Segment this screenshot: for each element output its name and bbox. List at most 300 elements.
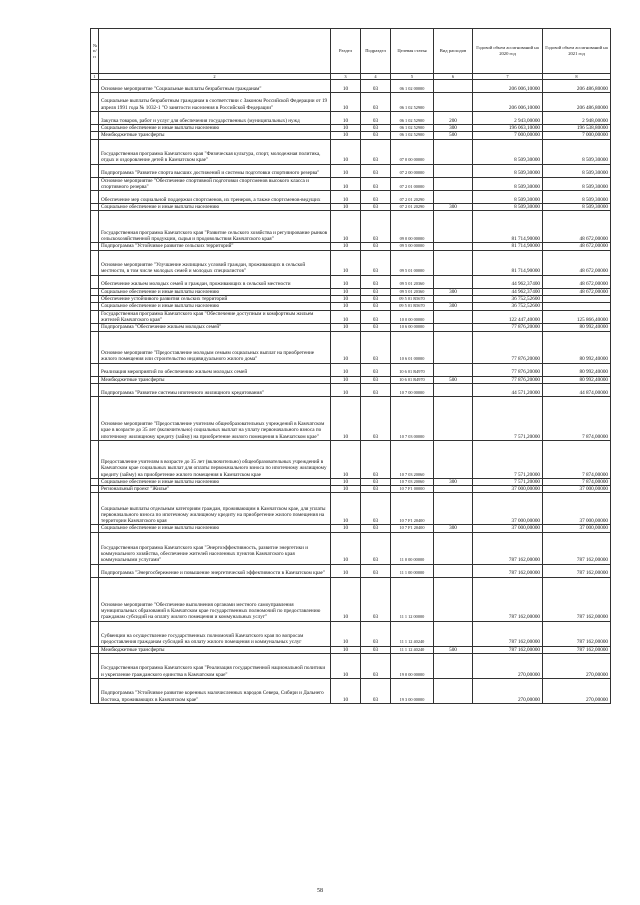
row-subsection-cell: 03 xyxy=(361,383,391,396)
row-type-cell xyxy=(434,440,473,478)
row-section-cell: 10 xyxy=(331,177,361,191)
row-number-cell xyxy=(91,564,99,577)
row-section-cell: 10 xyxy=(331,243,361,250)
row-name-cell: Субвенции на осуществление государственных полномочий Камчатского края по вопросам предоставления гражданам субсидий на оплату жилого помещения и коммунальных услуг xyxy=(99,621,331,646)
row-type-cell xyxy=(434,383,473,396)
row-subsection-cell: 03 xyxy=(361,80,391,93)
row-subsection-cell: 03 xyxy=(361,679,391,704)
row-name-cell: Подпрограмма "Устойчивое развитие сельских территорий" xyxy=(99,243,331,250)
row-number-cell xyxy=(91,532,99,564)
row-article-cell: 19 0 00 00000 xyxy=(391,654,434,679)
table-row xyxy=(91,383,611,396)
row-number-cell xyxy=(91,204,99,211)
row-name-cell: Социальное обеспечение и иные выплаты населению xyxy=(99,204,331,211)
row-article-cell: 10 6 01 00000 xyxy=(391,331,434,363)
table-row xyxy=(91,204,611,211)
row-subsection-cell: 03 xyxy=(361,478,391,485)
budget-table-page xyxy=(90,28,610,704)
table-row xyxy=(91,177,611,191)
row-name-cell: Социальное обеспечение и иные выплаты населению xyxy=(99,478,331,485)
row-subsection-cell: 03 xyxy=(361,303,391,310)
table-row xyxy=(91,125,611,132)
row-2020-cell: 8 509,30000 xyxy=(473,204,543,211)
row-2020-cell: 7 571,20000 xyxy=(473,396,543,440)
row-2020-cell: 44 962,37400 xyxy=(473,275,543,288)
row-section-cell: 10 xyxy=(331,564,361,577)
row-name-cell: Обеспечение мер социальной поддержки спортсменов, их тренеров, а также спортсменов-ведущих xyxy=(99,191,331,204)
row-type-cell xyxy=(434,275,473,288)
row-section-cell: 10 xyxy=(331,191,361,204)
row-2021-cell: 206 486,80000 xyxy=(543,80,611,93)
row-section-cell: 10 xyxy=(331,132,361,139)
row-name-cell: Социальное обеспечение и иные выплаты населению xyxy=(99,303,331,310)
row-number-cell xyxy=(91,440,99,478)
row-subsection-cell: 03 xyxy=(361,132,391,139)
row-number-cell xyxy=(91,324,99,331)
row-subsection-cell: 03 xyxy=(361,296,391,303)
row-name-cell: Подпрограмма "Обеспечение жильем молодых семей" xyxy=(99,324,331,331)
table-row xyxy=(91,440,611,478)
row-type-cell xyxy=(434,493,473,525)
row-subsection-cell: 03 xyxy=(361,646,391,653)
row-number-cell xyxy=(91,125,99,132)
table-row xyxy=(91,324,611,331)
row-2020-cell: 37 000,00000 xyxy=(473,486,543,493)
row-section-cell: 10 xyxy=(331,493,361,525)
row-section-cell: 10 xyxy=(331,112,361,125)
row-type-cell: 300 xyxy=(434,303,473,310)
row-name-cell: Региональный проект "Жилье" xyxy=(99,486,331,493)
row-article-cell: 11 1 12 40240 xyxy=(391,621,434,646)
row-section-cell: 10 xyxy=(331,486,361,493)
row-2020-cell: 36 752,52600 xyxy=(473,296,543,303)
row-section-cell: 10 xyxy=(331,363,361,376)
column-index: 8 xyxy=(543,74,611,80)
row-name-cell: Основное мероприятие "Предоставление учителям общеобразовательных учреждений в Камчатском крае в возрасте до 35 лет (включительно) социальных выплат на уплату первоначального взноса по ипотечному жилищному кредиту (займу) на приобретение жилого помещения в Камчатском крае" xyxy=(99,396,331,440)
table-row xyxy=(91,376,611,383)
row-2020-cell: 77 876,20000 xyxy=(473,376,543,383)
row-article-cell: 10 0 00 00000 xyxy=(391,310,434,324)
table-row xyxy=(91,139,611,164)
row-section-cell: 10 xyxy=(331,80,361,93)
row-article-cell: 10 7 F1 00000 xyxy=(391,486,434,493)
table-row xyxy=(91,303,611,310)
row-2020-cell: 787 162,00000 xyxy=(473,646,543,653)
row-article-cell: 11 0 00 00000 xyxy=(391,532,434,564)
row-number-cell xyxy=(91,93,99,112)
row-name-cell: Межбюджетные трансферты xyxy=(99,132,331,139)
row-subsection-cell: 03 xyxy=(361,440,391,478)
row-number-cell xyxy=(91,478,99,485)
row-section-cell: 10 xyxy=(331,396,361,440)
row-2020-cell: 44 962,37400 xyxy=(473,288,543,295)
col-name-header xyxy=(99,29,331,74)
table-row xyxy=(91,525,611,532)
row-subsection-cell: 03 xyxy=(361,621,391,646)
row-name-cell: Предоставление учителям в возрасте до 35 лет (включительно) общеобразовательных учреждений в Камчатском крае социальных выплат для оплаты первоначального взноса по ипотечному жилищному кредиту (займу) на приобретение жилого помещения в Камчатском крае xyxy=(99,440,331,478)
col-2021-header: Годовой объем ассигнований на 2021 год xyxy=(543,29,611,74)
row-section-cell: 10 xyxy=(331,621,361,646)
budget-table xyxy=(90,28,611,704)
row-type-cell xyxy=(434,211,473,243)
row-2020-cell: 206 006,10000 xyxy=(473,80,543,93)
table-row xyxy=(91,250,611,275)
row-section-cell: 10 xyxy=(331,646,361,653)
row-section-cell: 10 xyxy=(331,303,361,310)
row-section-cell: 10 xyxy=(331,211,361,243)
row-type-cell xyxy=(434,396,473,440)
row-number-cell xyxy=(91,303,99,310)
col-article-header: Целевая статья xyxy=(391,29,434,74)
row-2020-cell: 8 509,30000 xyxy=(473,139,543,164)
row-subsection-cell: 03 xyxy=(361,250,391,275)
row-type-cell xyxy=(434,80,473,93)
row-name-cell: Государственная программа Камчатского края "Реализация государственной национальной политики и укрепление гражданского единства в Камчатском крае" xyxy=(99,654,331,679)
row-name-cell: Социальное обеспечение и иные выплаты населению xyxy=(99,125,331,132)
row-2021-cell: 7 874,00000 xyxy=(543,440,611,478)
row-2021-cell: 787 162,00000 xyxy=(543,564,611,577)
row-section-cell: 10 xyxy=(331,376,361,383)
row-name-cell: Социальное обеспечение и иные выплаты населению xyxy=(99,525,331,532)
table-row xyxy=(91,275,611,288)
row-article-cell: 10 7 03 20060 xyxy=(391,440,434,478)
row-2021-cell: 270,00000 xyxy=(543,654,611,679)
table-row xyxy=(91,621,611,646)
row-type-cell xyxy=(434,564,473,577)
row-type-cell xyxy=(434,621,473,646)
table-header-row xyxy=(91,29,611,74)
row-number-cell xyxy=(91,191,99,204)
row-2021-cell: 206 486,80000 xyxy=(543,93,611,112)
row-2021-cell: 787 162,00000 xyxy=(543,532,611,564)
row-name-cell: Основное мероприятие "Обеспечение выполнения органами местного самоуправления муниципальных образований в Камчатском крае государственных полномочий по предоставлению гражданам субсидий на оплату жилого помещения и коммунальных услуг" xyxy=(99,577,331,621)
row-2020-cell: 8 509,30000 xyxy=(473,164,543,177)
row-name-cell: Основное мероприятие "Предоставление молодым семьям социальных выплат на приобретение жилого помещения или строительство индивидуального жилого дома" xyxy=(99,331,331,363)
row-type-cell xyxy=(434,296,473,303)
table-row xyxy=(91,132,611,139)
row-type-cell xyxy=(434,324,473,331)
row-article-cell: 10 7 03 00000 xyxy=(391,396,434,440)
row-number-cell xyxy=(91,621,99,646)
row-subsection-cell: 03 xyxy=(361,112,391,125)
table-row xyxy=(91,310,611,324)
row-number-cell xyxy=(91,177,99,191)
row-number-cell xyxy=(91,383,99,396)
row-article-cell: 07 2 01 20290 xyxy=(391,191,434,204)
row-article-cell: 06 1 02 00000 xyxy=(391,80,434,93)
row-name-cell: Реализация мероприятий по обеспечению жильем молодых семей xyxy=(99,363,331,376)
row-subsection-cell: 03 xyxy=(361,564,391,577)
table-row xyxy=(91,646,611,653)
row-2021-cell: 37 000,00000 xyxy=(543,486,611,493)
row-2021-cell: 8 509,30000 xyxy=(543,177,611,191)
row-type-cell xyxy=(434,177,473,191)
row-type-cell xyxy=(434,654,473,679)
col-section-header: Раздел xyxy=(331,29,361,74)
row-name-cell: Основное мероприятие "Улучшение жилищных условий граждан, проживающих в сельской местности, в том числе молодых семей и молодых специалистов" xyxy=(99,250,331,275)
row-2020-cell: 36 752,52600 xyxy=(473,303,543,310)
row-2021-cell: 48 672,00000 xyxy=(543,243,611,250)
row-section-cell: 10 xyxy=(331,532,361,564)
row-2021-cell: 7 874,00000 xyxy=(543,396,611,440)
row-section-cell: 10 xyxy=(331,250,361,275)
table-row xyxy=(91,164,611,177)
row-article-cell: 10 7 F1 20400 xyxy=(391,493,434,525)
row-type-cell: 300 xyxy=(434,288,473,295)
row-2021-cell: 48 672,00000 xyxy=(543,288,611,295)
row-article-cell: 09 5 00 00000 xyxy=(391,243,434,250)
table-row xyxy=(91,564,611,577)
row-number-cell xyxy=(91,243,99,250)
row-type-cell xyxy=(434,93,473,112)
column-index: 2 xyxy=(99,74,331,80)
row-article-cell: 09 5 01 20360 xyxy=(391,288,434,295)
table-row xyxy=(91,486,611,493)
column-index: 5 xyxy=(391,74,434,80)
row-type-cell xyxy=(434,310,473,324)
row-2020-cell: 7 571,20000 xyxy=(473,478,543,485)
row-name-cell: Государственная программа Камчатского края "Обеспечение доступным и комфортным жильем жителей Камчатского края" xyxy=(99,310,331,324)
table-row xyxy=(91,191,611,204)
row-section-cell: 10 xyxy=(331,654,361,679)
row-subsection-cell: 03 xyxy=(361,125,391,132)
row-2021-cell: 7 000,00000 xyxy=(543,132,611,139)
row-number-cell xyxy=(91,679,99,704)
row-section-cell: 10 xyxy=(331,679,361,704)
row-type-cell xyxy=(434,191,473,204)
row-2020-cell: 81 714,90000 xyxy=(473,250,543,275)
col-type-header: Вид расходов xyxy=(434,29,473,74)
row-2021-cell: 7 874,00000 xyxy=(543,478,611,485)
table-row xyxy=(91,493,611,525)
row-name-cell: Закупка товаров, работ и услуг для обеспечения государственных (муниципальных) нужд xyxy=(99,112,331,125)
row-subsection-cell: 03 xyxy=(361,493,391,525)
row-type-cell xyxy=(434,243,473,250)
row-number-cell xyxy=(91,80,99,93)
row-article-cell: 10 7 03 20060 xyxy=(391,478,434,485)
row-2021-cell: 80 992,40000 xyxy=(543,363,611,376)
row-subsection-cell: 03 xyxy=(361,331,391,363)
row-article-cell: 06 1 02 52900 xyxy=(391,93,434,112)
row-2020-cell: 8 509,30000 xyxy=(473,177,543,191)
column-index: 1 xyxy=(91,74,99,80)
row-article-cell: 07 2 01 00000 xyxy=(391,177,434,191)
row-name-cell: Обеспечение жильем молодых семей и граждан, проживающих в сельской местности xyxy=(99,275,331,288)
row-2020-cell: 787 162,00000 xyxy=(473,564,543,577)
row-2020-cell: 196 063,10000 xyxy=(473,125,543,132)
row-2020-cell: 77 876,20000 xyxy=(473,324,543,331)
row-article-cell: 06 1 02 52900 xyxy=(391,125,434,132)
row-2020-cell: 77 876,20000 xyxy=(473,331,543,363)
row-2021-cell: 48 672,00000 xyxy=(543,250,611,275)
row-section-cell: 10 xyxy=(331,93,361,112)
row-type-cell: 300 xyxy=(434,478,473,485)
col-subsection-header: Подраздел xyxy=(361,29,391,74)
row-section-cell: 10 xyxy=(331,440,361,478)
row-2020-cell: 270,00000 xyxy=(473,654,543,679)
row-2021-cell: 196 538,80000 xyxy=(543,125,611,132)
table-row xyxy=(91,80,611,93)
row-article-cell: 10 6 01 R4970 xyxy=(391,363,434,376)
row-2021-cell: 48 672,00000 xyxy=(543,275,611,288)
row-2021-cell: 270,00000 xyxy=(543,679,611,704)
row-subsection-cell: 03 xyxy=(361,139,391,164)
row-section-cell: 10 xyxy=(331,164,361,177)
row-number-cell xyxy=(91,493,99,525)
row-article-cell: 07 2 00 00000 xyxy=(391,164,434,177)
row-name-cell: Социальные выплаты отдельным категориям граждан, проживающим в Камчатском крае, для уплаты первоначального взноса по ипотечному жилищному кредиту на приобретение жилого помещения на территории Камчатского края xyxy=(99,493,331,525)
row-2020-cell: 787 162,00000 xyxy=(473,577,543,621)
row-section-cell: 10 xyxy=(331,296,361,303)
row-2021-cell: 37 000,00000 xyxy=(543,525,611,532)
row-number-cell xyxy=(91,288,99,295)
row-2021-cell: 2 948,00000 xyxy=(543,112,611,125)
row-section-cell: 10 xyxy=(331,139,361,164)
table-row xyxy=(91,577,611,621)
row-type-cell: 300 xyxy=(434,125,473,132)
row-2021-cell: 44 874,00000 xyxy=(543,383,611,396)
row-number-cell xyxy=(91,211,99,243)
row-subsection-cell: 03 xyxy=(361,164,391,177)
row-2020-cell: 122 447,40000 xyxy=(473,310,543,324)
row-article-cell: 10 6 00 00000 xyxy=(391,324,434,331)
row-name-cell: Государственная программа Камчатского края "Развитие сельского хозяйства и регулирование рынков сельскохозяйственной продукции, сырья и продовольствия Камчатского края" xyxy=(99,211,331,243)
row-subsection-cell: 03 xyxy=(361,376,391,383)
row-section-cell: 10 xyxy=(331,383,361,396)
row-subsection-cell: 03 xyxy=(361,310,391,324)
row-subsection-cell: 03 xyxy=(361,532,391,564)
row-name-cell: Социальное обеспечение и иные выплаты населению xyxy=(99,288,331,295)
row-number-cell xyxy=(91,132,99,139)
row-name-cell: Подпрограмма "Устойчивое развитие коренных малочисленных народов Севера, Сибири и Дальнего Востока, проживающих в Камчатском крае" xyxy=(99,679,331,704)
row-article-cell: 10 6 01 R4970 xyxy=(391,376,434,383)
row-subsection-cell: 03 xyxy=(361,396,391,440)
row-article-cell: 11 1 00 00000 xyxy=(391,564,434,577)
row-article-cell: 11 1 12 00000 xyxy=(391,577,434,621)
row-section-cell: 10 xyxy=(331,204,361,211)
row-2020-cell: 787 162,00000 xyxy=(473,621,543,646)
row-subsection-cell: 03 xyxy=(361,211,391,243)
row-2020-cell: 787 162,00000 xyxy=(473,532,543,564)
row-number-cell xyxy=(91,486,99,493)
row-number-cell xyxy=(91,577,99,621)
row-section-cell: 10 xyxy=(331,125,361,132)
row-type-cell xyxy=(434,331,473,363)
row-type-cell: 500 xyxy=(434,646,473,653)
row-2020-cell: 8 509,30000 xyxy=(473,191,543,204)
row-type-cell: 200 xyxy=(434,112,473,125)
table-row xyxy=(91,363,611,376)
row-2021-cell: 8 509,30000 xyxy=(543,191,611,204)
row-2021-cell: 787 162,00000 xyxy=(543,621,611,646)
row-article-cell: 19 3 00 00000 xyxy=(391,679,434,704)
row-name-cell: Подпрограмма "Развитие системы ипотечного жилищного кредитования" xyxy=(99,383,331,396)
row-2020-cell: 206 006,10000 xyxy=(473,93,543,112)
row-name-cell: Государственная программа Камчатского края "Физическая культура, спорт, молодежная политика, отдых и оздоровление детей в Камчатском крае" xyxy=(99,139,331,164)
table-row xyxy=(91,243,611,250)
row-section-cell: 10 xyxy=(331,525,361,532)
row-type-cell xyxy=(434,164,473,177)
table-row xyxy=(91,654,611,679)
row-2020-cell: 44 571,20000 xyxy=(473,383,543,396)
row-name-cell: Социальные выплаты безработным гражданам в соответствии с Законом Российской Федерации от 19 апреля 1991 года № 1032-1 "О занятости населения в Российской Федерации" xyxy=(99,93,331,112)
row-section-cell: 10 xyxy=(331,310,361,324)
row-type-cell: 500 xyxy=(434,376,473,383)
row-article-cell: 09 5 01 20360 xyxy=(391,275,434,288)
table-body xyxy=(91,80,611,704)
row-article-cell: 09 5 01 R5670 xyxy=(391,296,434,303)
table-row xyxy=(91,331,611,363)
row-section-cell: 10 xyxy=(331,577,361,621)
row-2020-cell: 7 000,00000 xyxy=(473,132,543,139)
row-2021-cell: 37 000,00000 xyxy=(543,493,611,525)
row-number-cell xyxy=(91,164,99,177)
row-2021-cell: 8 509,30000 xyxy=(543,139,611,164)
table-row xyxy=(91,211,611,243)
row-number-cell xyxy=(91,396,99,440)
row-2020-cell: 81 714,90000 xyxy=(473,243,543,250)
row-subsection-cell: 03 xyxy=(361,486,391,493)
row-number-cell xyxy=(91,525,99,532)
row-name-cell: Межбюджетные трансферты xyxy=(99,376,331,383)
row-number-cell xyxy=(91,376,99,383)
row-name-cell: Обеспечение устойчивого развития сельских территорий xyxy=(99,296,331,303)
row-section-cell: 10 xyxy=(331,331,361,363)
row-2020-cell: 37 000,00000 xyxy=(473,525,543,532)
row-name-cell: Основное мероприятие "Обеспечение спортивной подготовки спортсменов высокого класса и спортивного резерва" xyxy=(99,177,331,191)
table-row xyxy=(91,478,611,485)
row-2021-cell: 8 509,30000 xyxy=(543,204,611,211)
row-2021-cell: 80 992,40000 xyxy=(543,331,611,363)
row-type-cell: 300 xyxy=(434,204,473,211)
row-2020-cell: 37 000,00000 xyxy=(473,493,543,525)
row-number-cell xyxy=(91,646,99,653)
column-index: 7 xyxy=(473,74,543,80)
row-article-cell: 09 0 00 00000 xyxy=(391,211,434,243)
row-subsection-cell: 03 xyxy=(361,204,391,211)
row-section-cell: 10 xyxy=(331,324,361,331)
row-number-cell xyxy=(91,331,99,363)
row-2021-cell: 80 992,40000 xyxy=(543,324,611,331)
row-article-cell: 11 1 12 40240 xyxy=(391,646,434,653)
row-type-cell: 300 xyxy=(434,525,473,532)
row-2020-cell: 2 943,00000 xyxy=(473,112,543,125)
row-2021-cell xyxy=(543,303,611,310)
row-subsection-cell: 03 xyxy=(361,288,391,295)
column-index: 6 xyxy=(434,74,473,80)
table-row xyxy=(91,296,611,303)
row-article-cell: 09 5 01 R5670 xyxy=(391,303,434,310)
column-index: 3 xyxy=(331,74,361,80)
row-name-cell: Государственная программа Камчатского края "Энергоэффективность, развитие энергетики и коммунального хозяйства, обеспечение жителей населенных пунктов Камчатского края коммунальными услугами" xyxy=(99,532,331,564)
row-number-cell xyxy=(91,112,99,125)
row-type-cell xyxy=(434,363,473,376)
row-article-cell: 10 7 00 00000 xyxy=(391,383,434,396)
row-2021-cell xyxy=(543,296,611,303)
row-2020-cell: 81 714,90000 xyxy=(473,211,543,243)
row-subsection-cell: 03 xyxy=(361,577,391,621)
row-article-cell: 07 0 00 00000 xyxy=(391,139,434,164)
row-subsection-cell: 03 xyxy=(361,654,391,679)
row-2021-cell: 787 162,00000 xyxy=(543,577,611,621)
row-type-cell xyxy=(434,679,473,704)
row-name-cell: Подпрограмма "Энергосбережение и повышение энергетической эффективности в Камчатском крае" xyxy=(99,564,331,577)
row-subsection-cell: 03 xyxy=(361,363,391,376)
row-section-cell: 10 xyxy=(331,288,361,295)
row-subsection-cell: 03 xyxy=(361,275,391,288)
table-row xyxy=(91,112,611,125)
row-subsection-cell: 03 xyxy=(361,525,391,532)
